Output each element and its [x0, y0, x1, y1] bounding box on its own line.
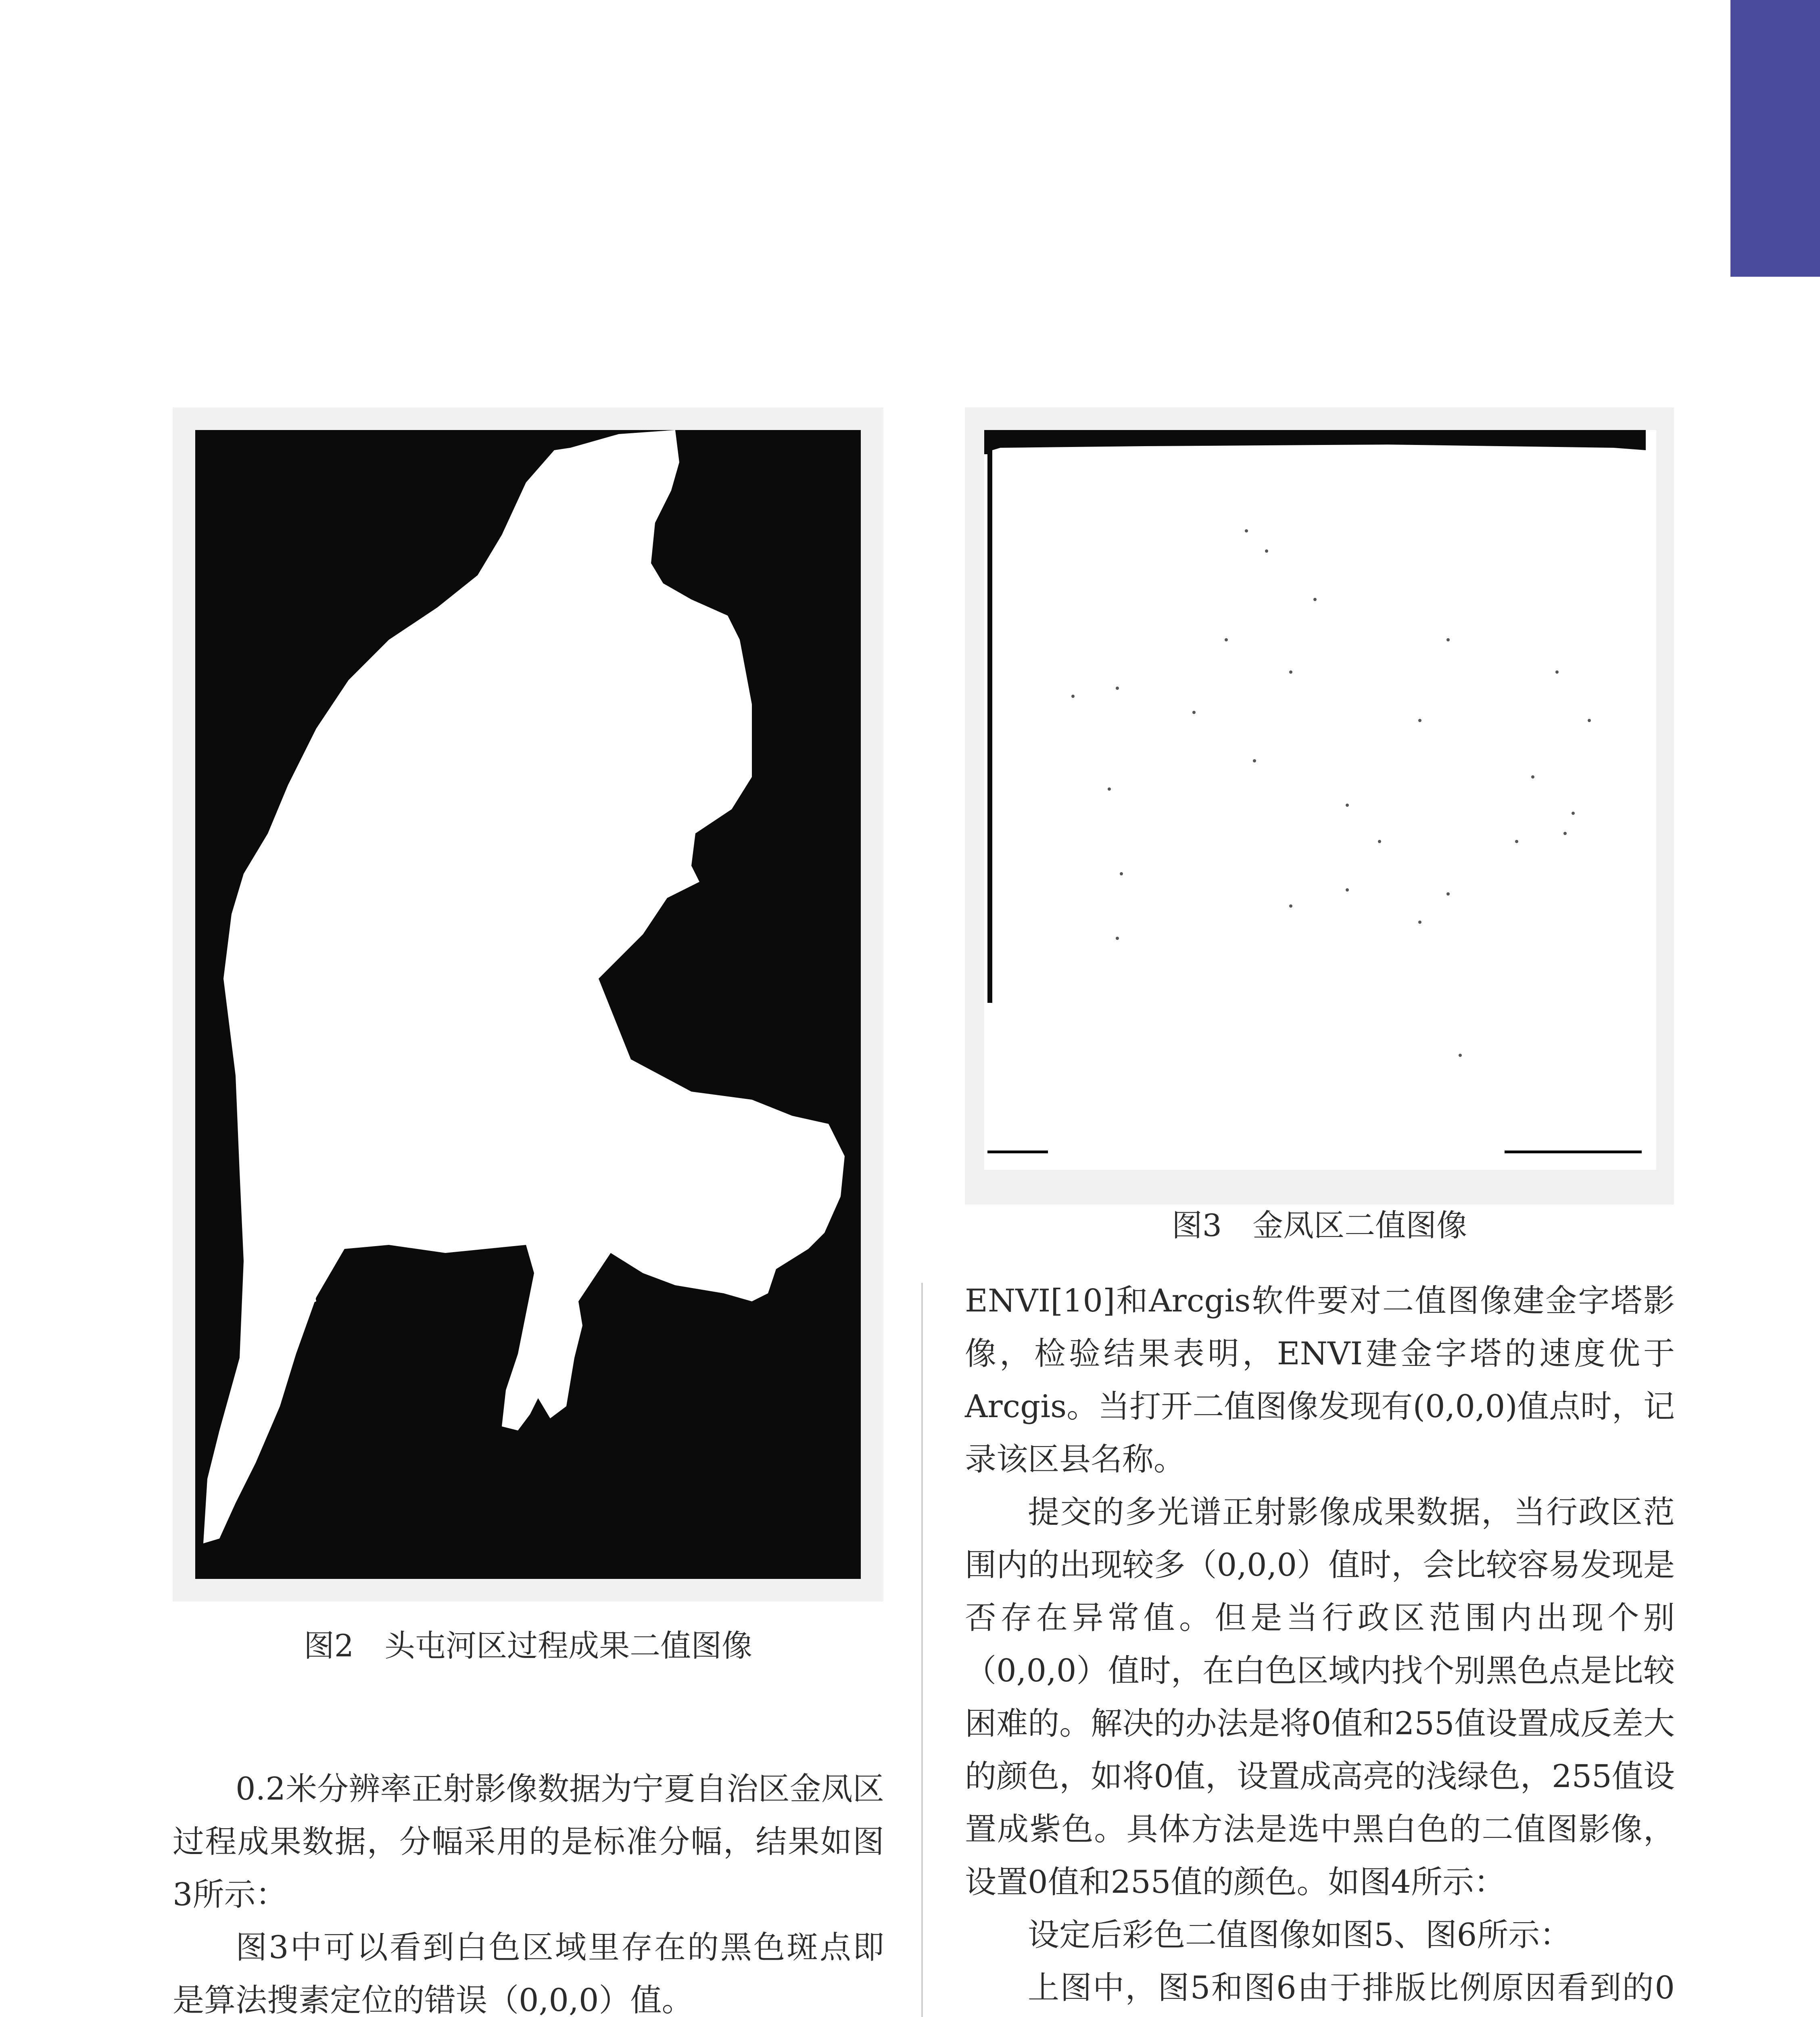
right-column-text — [965, 1275, 1675, 2017]
paragraph: 设定后彩色二值图像如图5、图6所示： — [1028, 1917, 1572, 1953]
figure3-caption: 图3 金凤区二值图像 — [1171, 1207, 1467, 1243]
paragraph: 图3中可以看到白色区域里存在的黑色斑点即是算法搜素定位的错误（0,0,0）值。 — [173, 1929, 884, 2017]
paragraph: ENVI[10]和Arcgis软件要对二值图像建金字塔影像，检验结果表明，ENVI建金字塔的速度优于Arcgis。当打开二值图像发现有(0,0,0)值点时，记录该区县名称。 — [965, 1283, 1675, 1478]
paragraph: 0.2米分辨率正射影像数据为宁夏自治区金凤区过程成果数据，分幅采用的是标准分幅，结果如图3所示： — [173, 1771, 884, 1913]
paragraph: 提交的多光谱正射影像成果数据，当行政区范围内的出现较多（0,0,0）值时，会比较容易发现是否存在异常值。但是当行政区范围内出现个别（0,0,0）值时，在白色区域内找个别黑色点是比较困难的。解决的办法是将0值和255值设置成反差大的颜色，如将0值，设置成高亮的浅绿色，255值设置成紫色。具体方法是选中黑白色的二值图影像，设置0值和255值的颜色。如图4所示： — [965, 1494, 1675, 1900]
left-column-text — [173, 1763, 884, 2017]
figure2-caption: 图2 头屯河区过程成果二值图像 — [303, 1628, 753, 1664]
chapter-tab — [1730, 0, 1820, 277]
column-divider — [921, 1283, 923, 2017]
figure3-binary-image — [984, 430, 1656, 1170]
figure2-binary-image — [195, 430, 861, 1579]
paragraph: 上图中，图5和图6由于排版比例原因看到的0 — [1028, 1970, 1675, 2006]
